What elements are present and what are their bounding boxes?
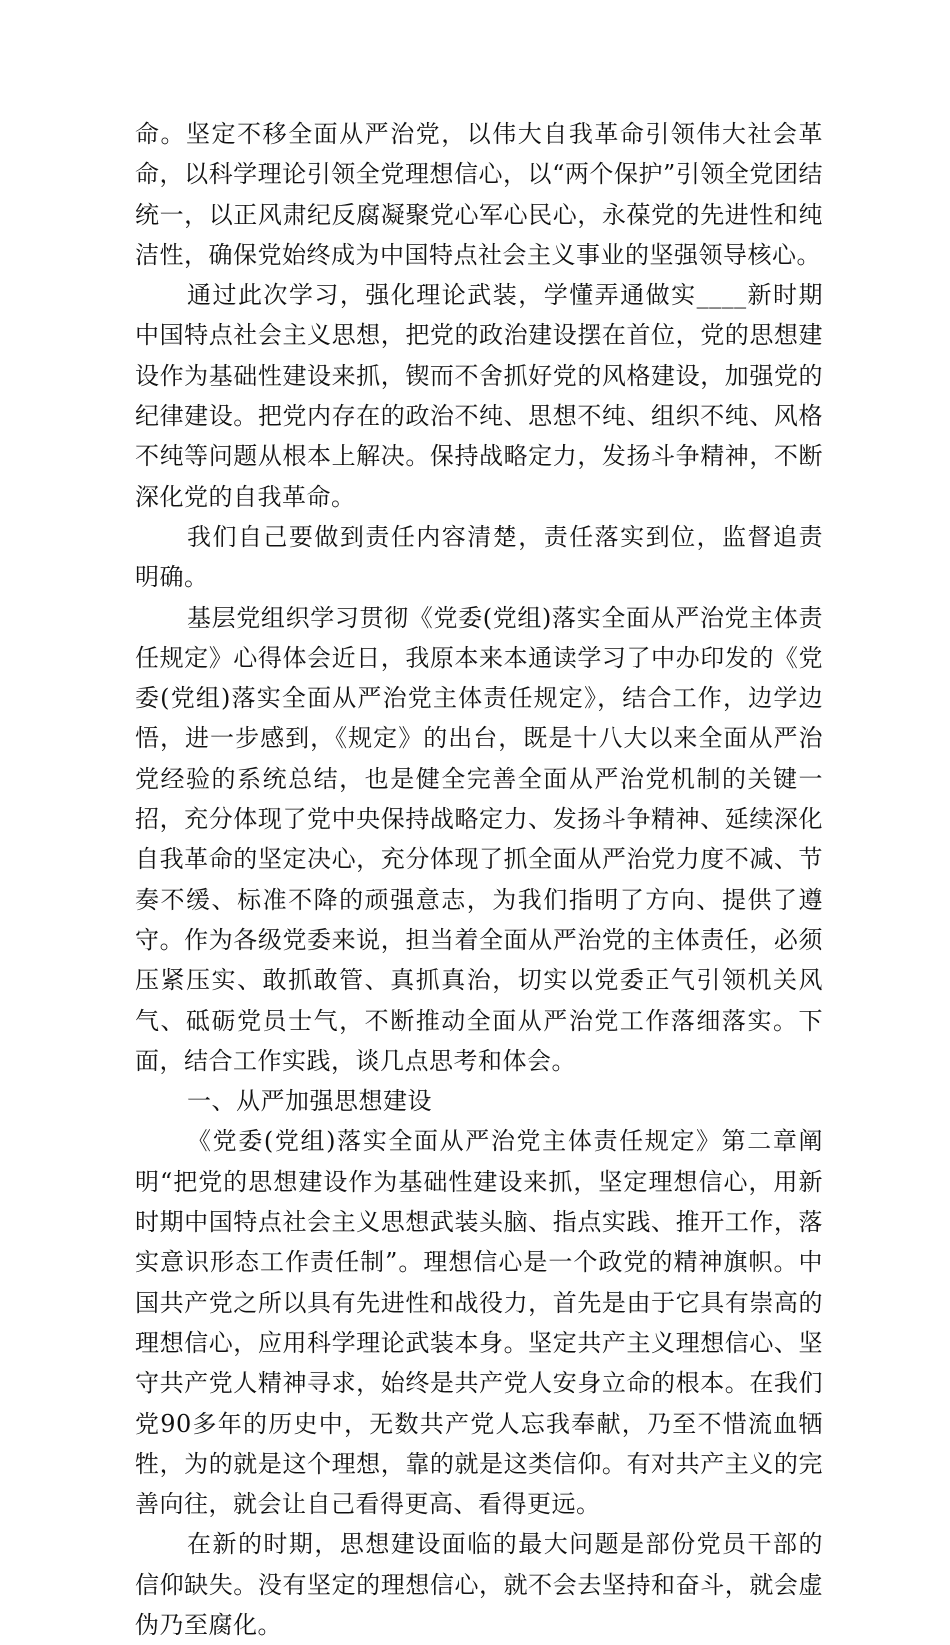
section-heading-ideological-building: 一、从严加强思想建设	[187, 1087, 432, 1116]
paragraph-theory-study: 通过此次学习，强化理论武装，学懂弄通做实____新时期中国特点社会主义思想，把党的政治建设摆在首位，党的思想建设作为基础性建设来抓，锲而不舍抓好党的风格建设，加强党的纪律建设。把党内存在的政治不纯、思想不纯、组织不纯、风格不纯等问题从根本上解决。保持战略定力，发扬斗争精神，不断深化党的自我革命。	[135, 281, 823, 511]
document-body	[135, 114, 823, 1645]
paragraph-ideals-beliefs: 《党委(党组)落实全面从严治党主体责任规定》第二章阐明“把党的思想建设作为基础性建设来抓，坚定理想信心，用新时期中国特点社会主义思想武装头脑、指点实践、推开工作，落实意识形态工作责任制”。理想信心是一个政党的精神旗帜。中国共产党之所以具有先进性和战役力，首先是由于它具有崇高的理想信心，应用科学理论武装本身。坚定共产主义理想信心、坚守共产党人精神寻求，始终是共产党人安身立命的根本。在我们党90多年的历史中，无数共产党人忘我奉献，乃至不惜流血牺牲，为的就是这个理想，靠的就是这类信仰。有对共产主义的完善向往，就会让自己看得更高、看得更远。	[135, 1127, 823, 1519]
paragraph-new-era-problem: 在新的时期，思想建设面临的最大问题是部份党员干部的信仰缺失。没有坚定的理想信心，就不会去坚持和奋斗，就会虚伪乃至腐化。	[135, 1530, 823, 1639]
paragraph-responsibility: 我们自己要做到责任内容清楚，责任落实到位，监督追责明确。	[135, 522, 823, 592]
paragraph-regulation-reflection: 基层党组织学习贯彻《党委(党组)落实全面从严治党主体责任规定》心得体会近日，我原本来本通读学习了中办印发的《党委(党组)落实全面从严治党主体责任规定》，结合工作，边学边悟，进一步感到，《规定》的出台，既是十八大以来全面从严治党经验的系统总结，也是健全完善全面从严治党机制的关键一招，充分体现了党中央保持战略定力、发扬斗争精神、延续深化自我革命的坚定决心，充分体现了抓全面从严治党力度不减、节奏不缓、标准不降的顽强意志，为我们指明了方向、提供了遵守。作为各级党委来说，担当着全面从严治党的主体责任，必须压紧压实、敢抓敢管、真抓真治，切实以党委正气引领机关风气、砥砺党员士气，不断推动全面从严治党工作落细落实。下面，结合工作实践，谈几点思考和体会。	[135, 603, 823, 1075]
paragraph-continuation: 命。坚定不移全面从严治党，以伟大自我革命引领伟大社会革命，以科学理论引领全党理想信心，以“两个保护”引领全党团结统一，以正风肃纪反腐凝聚党心军心民心，永葆党的先进性和纯洁性，确保党始终成为中国特点社会主义事业的坚强领导核心。	[135, 120, 823, 269]
